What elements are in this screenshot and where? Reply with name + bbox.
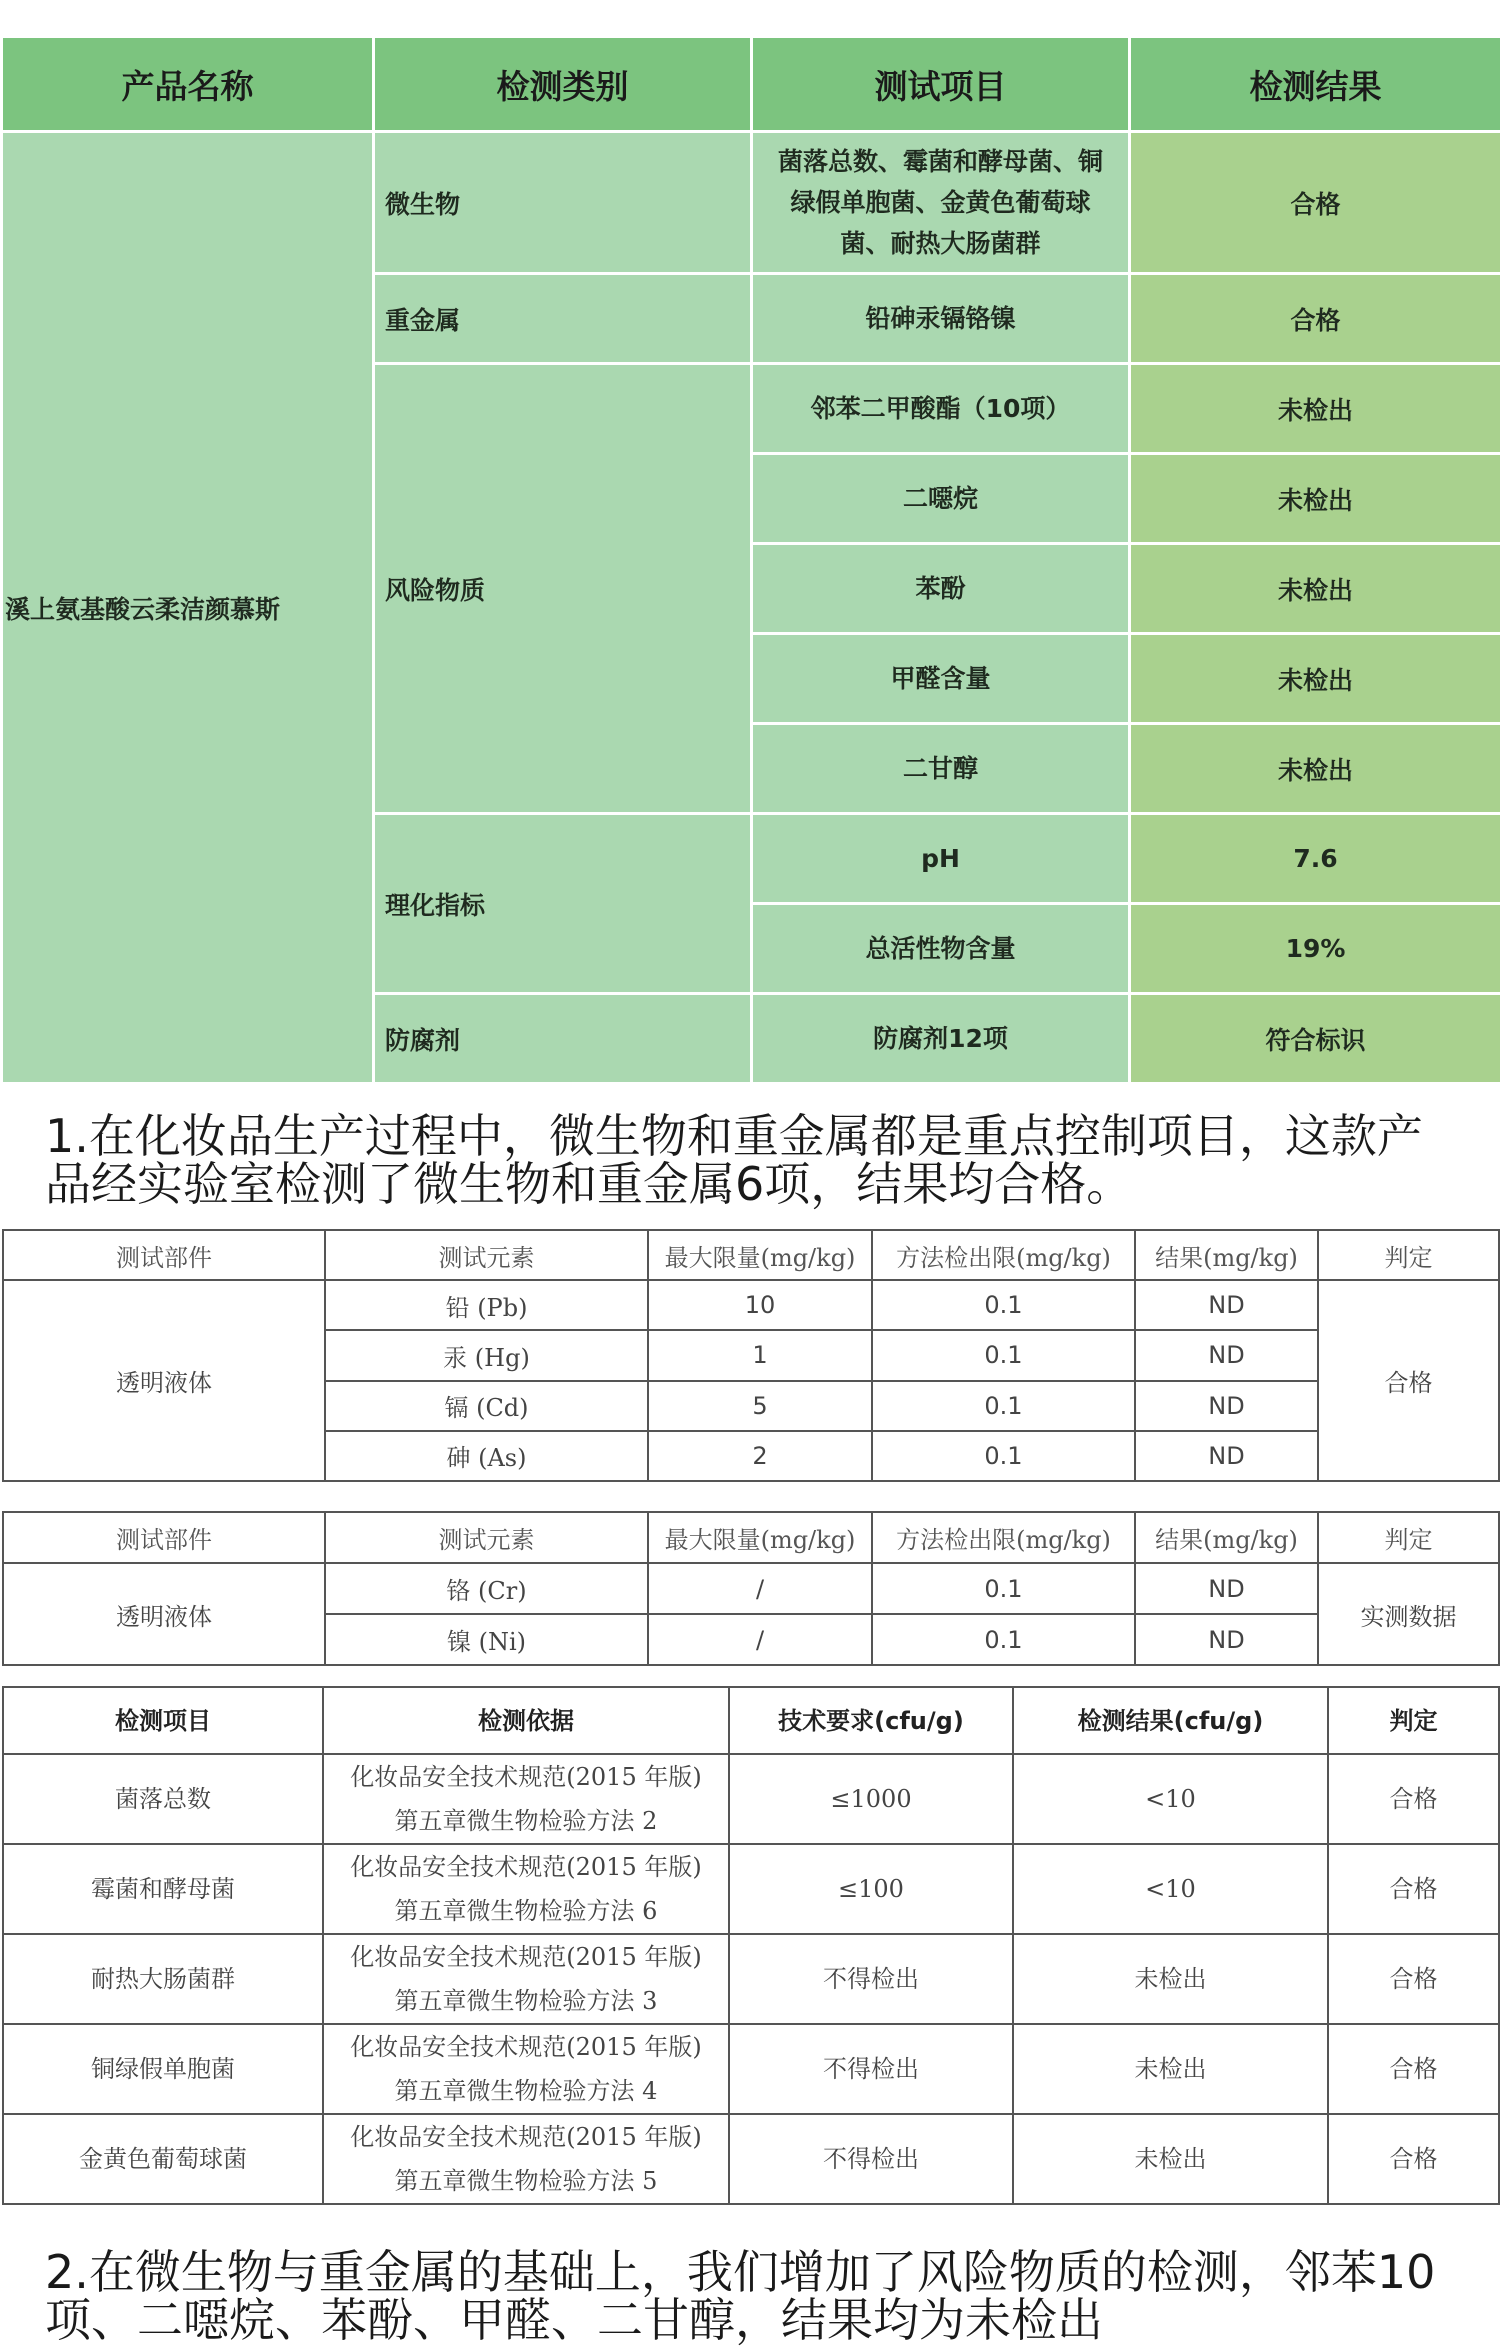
test-item: 甲醛含量 bbox=[752, 634, 1130, 724]
table-row bbox=[2, 132, 1500, 274]
product-name: 溪上氨基酸云柔洁颜慕斯 bbox=[2, 132, 374, 1084]
paragraph-1: 1.在化妆品生产过程中，微生物和重金属都是重点控制项目，这款产品经实验室检测了微生物和重金属6项，结果均合格。 bbox=[45, 1112, 1465, 1208]
test-part: 透明液体 bbox=[3, 1280, 325, 1481]
verdict: 合格 bbox=[1328, 1844, 1499, 1934]
test-result: 未检出 bbox=[1130, 544, 1500, 634]
max-limit: / bbox=[648, 1563, 872, 1614]
basis-line-2: 第五章微生物检验方法 4 bbox=[328, 2069, 724, 2113]
test-result: 19% bbox=[1130, 904, 1500, 994]
verdict: 合格 bbox=[1328, 2024, 1499, 2114]
test-result: 未检出 bbox=[1130, 454, 1500, 544]
col-header: 检测结果(cfu/g) bbox=[1013, 1687, 1328, 1754]
result: <10 bbox=[1013, 1844, 1328, 1934]
test-result: 合格 bbox=[1130, 274, 1500, 364]
max-limit: 5 bbox=[648, 1381, 872, 1431]
test-item: pH bbox=[752, 814, 1130, 904]
category-heavy-metal: 重金属 bbox=[374, 274, 752, 364]
element: 铅 (Pb) bbox=[325, 1280, 648, 1330]
element: 汞 (Hg) bbox=[325, 1330, 648, 1380]
test-result: 合格 bbox=[1130, 132, 1500, 274]
test-item: 菌落总数、霉菌和酵母菌、铜绿假单胞菌、金黄色葡萄球菌、耐热大肠菌群 bbox=[752, 132, 1130, 274]
table-header-row bbox=[3, 1230, 1499, 1280]
test-item: 霉菌和酵母菌 bbox=[3, 1844, 323, 1934]
table-header-row bbox=[3, 1687, 1499, 1754]
table-row bbox=[3, 1754, 1499, 1844]
detect-limit: 0.1 bbox=[872, 1330, 1135, 1380]
verdict: 合格 bbox=[1318, 1280, 1499, 1481]
test-item: 二噁烷 bbox=[752, 454, 1130, 544]
category-preservative: 防腐剂 bbox=[374, 994, 752, 1084]
basis-line-1: 化妆品安全技术规范(2015 年版) bbox=[328, 2115, 724, 2159]
detect-limit: 0.1 bbox=[872, 1563, 1135, 1614]
max-limit: 10 bbox=[648, 1280, 872, 1330]
col-header: 最大限量(mg/kg) bbox=[648, 1512, 872, 1563]
test-basis bbox=[323, 1754, 729, 1844]
basis-line-1: 化妆品安全技术规范(2015 年版) bbox=[328, 1755, 724, 1799]
test-item: 耐热大肠菌群 bbox=[3, 1934, 323, 2024]
result: ND bbox=[1135, 1563, 1318, 1614]
test-item: 金黄色葡萄球菌 bbox=[3, 2114, 323, 2204]
test-item: 总活性物含量 bbox=[752, 904, 1130, 994]
result: ND bbox=[1135, 1280, 1318, 1330]
result: ND bbox=[1135, 1330, 1318, 1380]
verdict: 合格 bbox=[1328, 1934, 1499, 2024]
microbe-table bbox=[2, 1686, 1500, 2205]
element: 砷 (As) bbox=[325, 1431, 648, 1481]
requirement: ≤1000 bbox=[729, 1754, 1013, 1844]
table-row bbox=[3, 2114, 1499, 2204]
heavy-metal-table-1 bbox=[2, 1229, 1500, 1482]
result: 未检出 bbox=[1013, 1934, 1328, 2024]
test-basis bbox=[323, 2024, 729, 2114]
paragraph-2: 2.在微生物与重金属的基础上，我们增加了风险物质的检测，邻苯10项、二噁烷、苯酚、甲醛、二甘醇，结果均为未检出 bbox=[45, 2248, 1465, 2344]
result: 未检出 bbox=[1013, 2114, 1328, 2204]
col-header: 检测项目 bbox=[3, 1687, 323, 1754]
basis-line-2: 第五章微生物检验方法 5 bbox=[328, 2159, 724, 2203]
test-item: 防腐剂12项 bbox=[752, 994, 1130, 1084]
test-result: 7.6 bbox=[1130, 814, 1500, 904]
table-row bbox=[3, 1280, 1499, 1330]
test-basis bbox=[323, 1934, 729, 2024]
col-header: 结果(mg/kg) bbox=[1135, 1230, 1318, 1280]
test-basis bbox=[323, 1844, 729, 1934]
requirement: 不得检出 bbox=[729, 2114, 1013, 2204]
basis-line-1: 化妆品安全技术规范(2015 年版) bbox=[328, 1845, 724, 1889]
result: <10 bbox=[1013, 1754, 1328, 1844]
detect-limit: 0.1 bbox=[872, 1614, 1135, 1665]
col-header: 判定 bbox=[1318, 1230, 1499, 1280]
verdict: 合格 bbox=[1328, 1754, 1499, 1844]
detect-limit: 0.1 bbox=[872, 1431, 1135, 1481]
requirement: ≤100 bbox=[729, 1844, 1013, 1934]
header-result: 检测结果 bbox=[1130, 37, 1500, 132]
category-microbe: 微生物 bbox=[374, 132, 752, 274]
col-header: 方法检出限(mg/kg) bbox=[872, 1512, 1135, 1563]
verdict: 合格 bbox=[1328, 2114, 1499, 2204]
test-item: 铅砷汞镉铬镍 bbox=[752, 274, 1130, 364]
table-row bbox=[3, 1934, 1499, 2024]
detect-limit: 0.1 bbox=[872, 1381, 1135, 1431]
category-risk: 风险物质 bbox=[374, 364, 752, 814]
requirement: 不得检出 bbox=[729, 2024, 1013, 2114]
result: ND bbox=[1135, 1614, 1318, 1665]
result: ND bbox=[1135, 1431, 1318, 1481]
col-header: 测试部件 bbox=[3, 1512, 325, 1563]
heavy-metal-table-2 bbox=[2, 1511, 1500, 1666]
test-item: 苯酚 bbox=[752, 544, 1130, 634]
col-header: 技术要求(cfu/g) bbox=[729, 1687, 1013, 1754]
col-header: 测试部件 bbox=[3, 1230, 325, 1280]
test-result: 符合标识 bbox=[1130, 994, 1500, 1084]
summary-table bbox=[0, 35, 1500, 1085]
basis-line-1: 化妆品安全技术规范(2015 年版) bbox=[328, 1935, 724, 1979]
result: 未检出 bbox=[1013, 2024, 1328, 2114]
basis-line-2: 第五章微生物检验方法 6 bbox=[328, 1889, 724, 1933]
requirement: 不得检出 bbox=[729, 1934, 1013, 2024]
test-item: 二甘醇 bbox=[752, 724, 1130, 814]
table-row bbox=[3, 1563, 1499, 1614]
header-test-item: 测试项目 bbox=[752, 37, 1130, 132]
element: 镍 (Ni) bbox=[325, 1614, 648, 1665]
test-basis bbox=[323, 2114, 729, 2204]
col-header: 结果(mg/kg) bbox=[1135, 1512, 1318, 1563]
verdict: 实测数据 bbox=[1318, 1563, 1499, 1665]
test-result: 未检出 bbox=[1130, 634, 1500, 724]
header-category: 检测类别 bbox=[374, 37, 752, 132]
max-limit: / bbox=[648, 1614, 872, 1665]
basis-line-2: 第五章微生物检验方法 2 bbox=[328, 1799, 724, 1843]
col-header: 最大限量(mg/kg) bbox=[648, 1230, 872, 1280]
test-item: 菌落总数 bbox=[3, 1754, 323, 1844]
col-header: 测试元素 bbox=[325, 1512, 648, 1563]
test-result: 未检出 bbox=[1130, 364, 1500, 454]
test-result: 未检出 bbox=[1130, 724, 1500, 814]
test-part: 透明液体 bbox=[3, 1563, 325, 1665]
element: 铬 (Cr) bbox=[325, 1563, 648, 1614]
result: ND bbox=[1135, 1381, 1318, 1431]
table-header-row bbox=[3, 1512, 1499, 1563]
summary-header-row bbox=[2, 37, 1500, 132]
max-limit: 2 bbox=[648, 1431, 872, 1481]
header-product-name: 产品名称 bbox=[2, 37, 374, 132]
col-header: 判定 bbox=[1318, 1512, 1499, 1563]
max-limit: 1 bbox=[648, 1330, 872, 1380]
test-item: 铜绿假单胞菌 bbox=[3, 2024, 323, 2114]
table-row bbox=[3, 2024, 1499, 2114]
col-header: 检测依据 bbox=[323, 1687, 729, 1754]
category-physchem: 理化指标 bbox=[374, 814, 752, 994]
basis-line-2: 第五章微生物检验方法 3 bbox=[328, 1979, 724, 2023]
detect-limit: 0.1 bbox=[872, 1280, 1135, 1330]
col-header: 测试元素 bbox=[325, 1230, 648, 1280]
col-header: 方法检出限(mg/kg) bbox=[872, 1230, 1135, 1280]
element: 镉 (Cd) bbox=[325, 1381, 648, 1431]
basis-line-1: 化妆品安全技术规范(2015 年版) bbox=[328, 2025, 724, 2069]
col-header: 判定 bbox=[1328, 1687, 1499, 1754]
test-item: 邻苯二甲酸酯（10项） bbox=[752, 364, 1130, 454]
table-row bbox=[3, 1844, 1499, 1934]
